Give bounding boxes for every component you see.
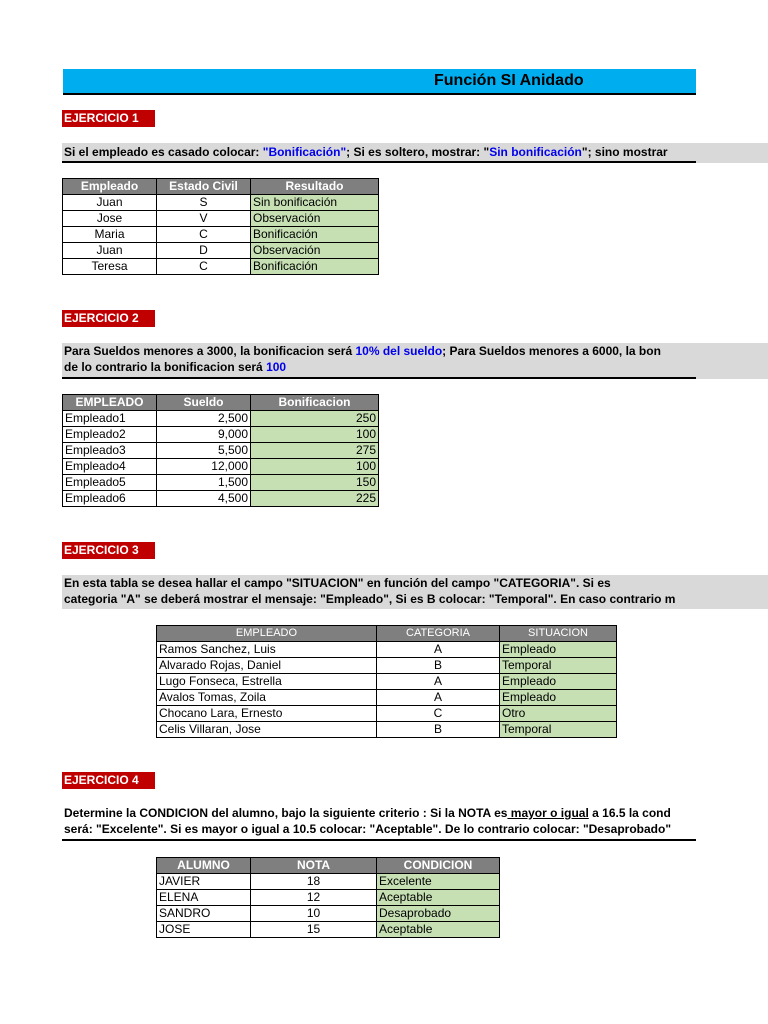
exercise-1-description [62, 143, 768, 163]
table-row [157, 874, 500, 890]
col-header: CONDICION [377, 858, 500, 874]
title-bar [63, 69, 696, 95]
table-row [63, 259, 379, 275]
table-row [63, 195, 379, 211]
cell[interactable]: Excelente [377, 874, 500, 890]
cell[interactable]: Ramos Sanchez, Luis [157, 642, 377, 658]
table-row [63, 427, 379, 443]
cell[interactable]: Otro [500, 706, 617, 722]
col-header: EMPLEADO [157, 626, 377, 642]
cell[interactable]: C [157, 259, 251, 275]
cell[interactable]: Temporal [500, 722, 617, 738]
ex2-desc-l1c: ; Para Sueldos menores a 6000, la bon [442, 344, 661, 358]
cell[interactable]: Chocano Lara, Ernesto [157, 706, 377, 722]
ex2-desc-l1a: Para Sueldos menores a 3000, la bonificacion será [64, 344, 356, 358]
cell[interactable]: 2,500 [157, 411, 251, 427]
cell[interactable]: 4,500 [157, 491, 251, 507]
exercise-3-description [62, 575, 768, 609]
ex2-desc-l1b: 10% del sueldo [355, 344, 443, 358]
cell[interactable]: 250 [251, 411, 379, 427]
cell[interactable]: 100 [251, 459, 379, 475]
table-header-row [157, 626, 617, 642]
cell[interactable]: Observación [251, 243, 379, 259]
exercise-3-label: EJERCICIO 3 [62, 542, 155, 559]
table-row [63, 211, 379, 227]
cell[interactable]: A [377, 690, 500, 706]
cell[interactable]: Empleado2 [63, 427, 157, 443]
page-title: Función SI Anidado [434, 72, 584, 89]
cell[interactable]: Maria [63, 227, 157, 243]
col-header: EMPLEADO [63, 395, 157, 411]
table-row [63, 243, 379, 259]
table-header-row [63, 395, 379, 411]
cell[interactable]: SANDRO [157, 906, 251, 922]
col-header: Bonificacion [251, 395, 379, 411]
cell[interactable]: Bonificación [251, 259, 379, 275]
cell[interactable]: Alvarado Rojas, Daniel [157, 658, 377, 674]
col-header: Empleado [63, 179, 157, 195]
cell[interactable]: Jose [63, 211, 157, 227]
table-row [63, 459, 379, 475]
col-header: CATEGORIA [377, 626, 500, 642]
ex2-desc-l2b: 100 [266, 360, 287, 374]
exercise-4-label: EJERCICIO 4 [62, 772, 155, 789]
cell[interactable]: 100 [251, 427, 379, 443]
cell[interactable]: 15 [251, 922, 377, 938]
exercise-4-table [156, 857, 500, 938]
ex1-desc-d: Sin bonificación [489, 145, 582, 159]
cell[interactable]: Empleado1 [63, 411, 157, 427]
cell[interactable]: A [377, 642, 500, 658]
cell[interactable]: A [377, 674, 500, 690]
exercise-2-description [62, 343, 768, 379]
cell[interactable]: D [157, 243, 251, 259]
cell[interactable]: ELENA [157, 890, 251, 906]
table-row [63, 411, 379, 427]
col-header: ALUMNO [157, 858, 251, 874]
table-row [157, 690, 617, 706]
table-row [157, 706, 617, 722]
ex4-desc-l1a: Determine la CONDICION del alumno, bajo la siguiente criterio : Si la NOTA es [64, 806, 508, 820]
ex3-desc-l2: categoria "A" se deberá mostrar el mensaje: "Empleado", Si es B colocar: "Temporal". En caso contrario m [64, 592, 676, 606]
exercise-1-label: EJERCICIO 1 [62, 110, 155, 127]
table-row [63, 227, 379, 243]
cell[interactable]: Bonificación [251, 227, 379, 243]
cell[interactable]: Temporal [500, 658, 617, 674]
cell[interactable]: Celis Villaran, Jose [157, 722, 377, 738]
cell[interactable]: 18 [251, 874, 377, 890]
cell[interactable]: Observación [251, 211, 379, 227]
cell[interactable]: 150 [251, 475, 379, 491]
exercise-1-table [62, 178, 379, 275]
ex1-desc-e: "; sino mostrar [581, 145, 668, 159]
table-header-row [63, 179, 379, 195]
ex4-desc-l2: será: "Excelente". Si es mayor o igual a 10.5 colocar: "Aceptable". De lo contrario colocar: "Desaprobado" [64, 822, 672, 836]
cell[interactable]: Empleado [500, 690, 617, 706]
cell[interactable]: JOSE [157, 922, 251, 938]
ex3-desc-l1: En esta tabla se desea hallar el campo "SITUACION" en función del campo "CATEGORIA". Si es [64, 576, 611, 590]
col-header: Resultado [251, 179, 379, 195]
exercise-3-table [156, 625, 617, 738]
ex2-desc-l2a: de lo contrario la bonificacion será [64, 360, 267, 374]
cell[interactable]: Aceptable [377, 922, 500, 938]
table-row [157, 922, 500, 938]
ex1-desc-b: "Bonificación" [262, 145, 347, 159]
cell[interactable]: Desaprobado [377, 906, 500, 922]
cell[interactable]: C [377, 706, 500, 722]
cell[interactable]: Juan [63, 195, 157, 211]
cell[interactable]: B [377, 658, 500, 674]
exercise-2-table [62, 394, 379, 507]
cell[interactable]: Empleado [500, 674, 617, 690]
col-header: Estado Civil [157, 179, 251, 195]
col-header: NOTA [251, 858, 377, 874]
cell[interactable]: Avalos Tomas, Zoila [157, 690, 377, 706]
cell[interactable]: Aceptable [377, 890, 500, 906]
cell[interactable]: 225 [251, 491, 379, 507]
cell[interactable]: 1,500 [157, 475, 251, 491]
exercise-2-label: EJERCICIO 2 [62, 310, 155, 327]
table-row [157, 674, 617, 690]
table-row [63, 475, 379, 491]
col-header: Sueldo [157, 395, 251, 411]
table-header-row [157, 858, 500, 874]
table-row [157, 642, 617, 658]
table-row [157, 658, 617, 674]
cell[interactable]: 12,000 [157, 459, 251, 475]
table-row [157, 906, 500, 922]
table-row [157, 722, 617, 738]
cell[interactable]: 5,500 [157, 443, 251, 459]
cell[interactable]: Empleado3 [63, 443, 157, 459]
ex4-desc-l1c: a 16.5 la cond [588, 806, 671, 820]
cell[interactable]: 275 [251, 443, 379, 459]
cell[interactable]: Empleado5 [63, 475, 157, 491]
cell[interactable]: B [377, 722, 500, 738]
exercise-4-description [62, 805, 696, 841]
cell[interactable]: 10 [251, 906, 377, 922]
cell[interactable]: Empleado4 [63, 459, 157, 475]
cell[interactable]: Juan [63, 243, 157, 259]
table-row [157, 890, 500, 906]
cell[interactable]: 12 [251, 890, 377, 906]
cell[interactable]: JAVIER [157, 874, 251, 890]
cell[interactable]: Empleado6 [63, 491, 157, 507]
cell[interactable]: C [157, 227, 251, 243]
cell[interactable]: Sin bonificación [251, 195, 379, 211]
ex4-desc-l1b: mayor o igual [507, 806, 589, 820]
ex1-desc-a: Si el empleado es casado colocar: [64, 145, 263, 159]
cell[interactable]: Lugo Fonseca, Estrella [157, 674, 377, 690]
ex1-desc-c: ; Si es soltero, mostrar: " [346, 145, 490, 159]
cell[interactable]: V [157, 211, 251, 227]
table-row [63, 443, 379, 459]
col-header: SITUACION [500, 626, 617, 642]
table-row [63, 491, 379, 507]
cell[interactable]: Teresa [63, 259, 157, 275]
cell[interactable]: 9,000 [157, 427, 251, 443]
cell[interactable]: Empleado [500, 642, 617, 658]
cell[interactable]: S [157, 195, 251, 211]
